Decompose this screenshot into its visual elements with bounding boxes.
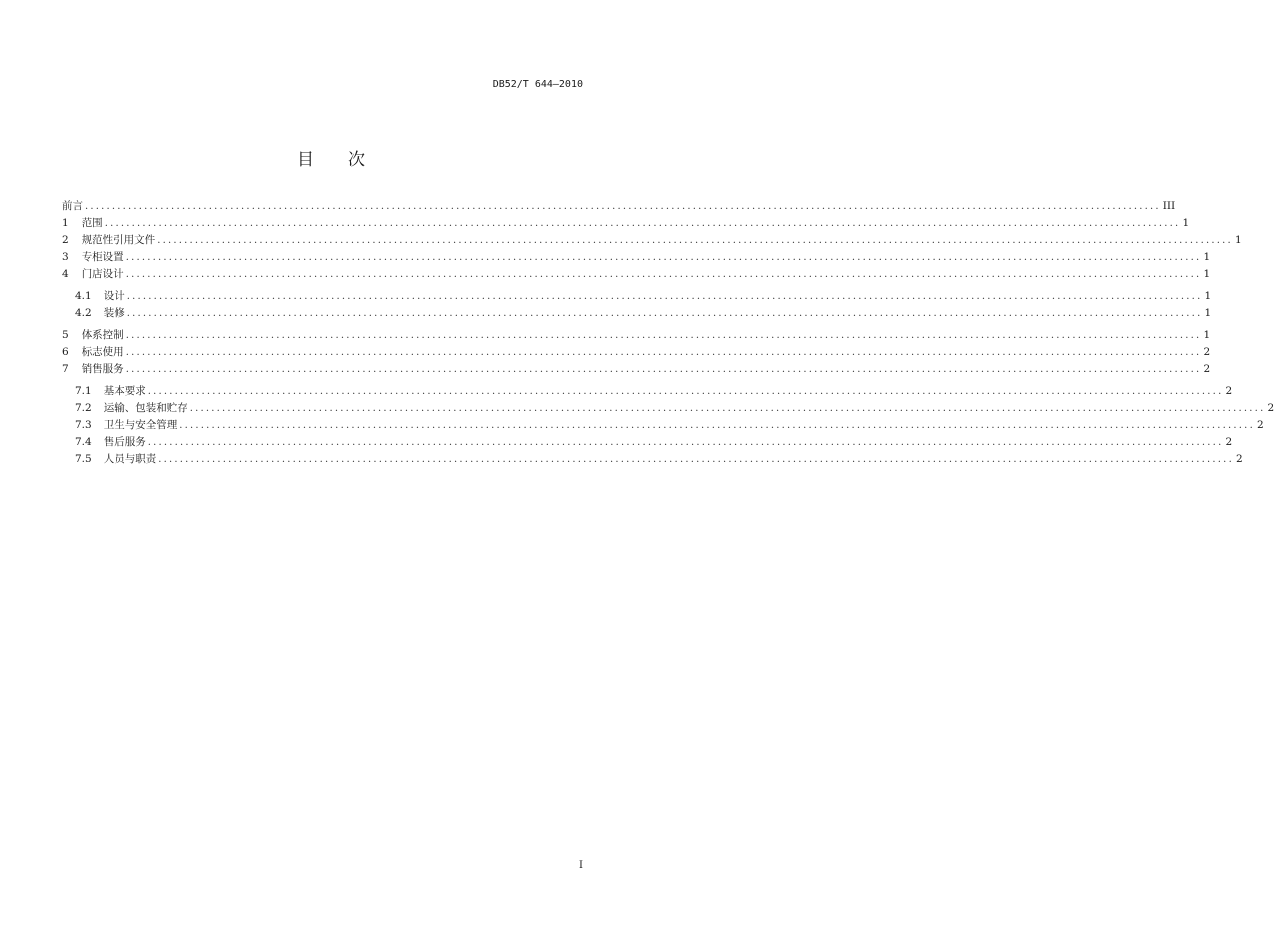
standard-code: DB52/T 644—2010 [492,79,583,90]
table-of-contents [62,198,1274,468]
toc-entry-number: 7.5 [75,453,92,465]
toc-title-part1: 目 [297,150,314,170]
toc-entry-label: 装修 [103,307,125,319]
toc-entry-page: 2 [1225,385,1233,397]
toc-dot-leader: ........................................................................................................................................................................................................ [126,291,1203,302]
toc-entry[interactable] [62,417,1264,434]
toc-entry-page: 2 [1235,453,1243,465]
toc-entry-page: 2 [1225,436,1233,448]
toc-entry[interactable] [62,383,1233,400]
toc-entry-number: 7.3 [75,419,92,431]
toc-entry-number: 4.2 [75,307,92,319]
toc-dot-leader: ........................................................................................................................................................................................................ [125,330,1202,341]
toc-entry-number: 7 [62,363,69,375]
page-number: I [579,860,583,871]
toc-entry[interactable] [62,198,1176,215]
toc-entry-number: 6 [62,346,69,358]
toc-entry-number: 7.4 [75,436,92,448]
toc-entry-page: 1 [1234,234,1242,246]
toc-entry-page: 1 [1203,268,1211,280]
toc-entry-label: 前言 [62,200,83,212]
toc-dot-leader: ........................................................................................................................................................................................................ [179,420,1255,431]
toc-entry-label: 售后服务 [103,436,146,448]
toc-dot-leader: ........................................................................................................................................................................................................ [85,201,1161,212]
toc-entry[interactable] [62,232,1242,249]
toc-entry[interactable] [62,434,1233,451]
toc-entry-number: 7.2 [75,402,92,414]
toc-title [0,145,662,170]
toc-entry-label: 卫生与安全管理 [103,419,178,431]
toc-dot-leader: ........................................................................................................................................................................................................ [147,386,1224,397]
toc-dot-leader: ........................................................................................................................................................................................................ [157,235,1233,246]
toc-entry-page: 1 [1204,290,1212,302]
toc-dot-leader: ........................................................................................................................................................................................................ [104,218,1181,229]
toc-entry[interactable] [62,215,1190,232]
toc-entry[interactable] [62,249,1211,266]
toc-entry-number: 5 [62,329,69,341]
toc-entry[interactable] [62,288,1212,305]
toc-entry-page: 1 [1203,329,1211,341]
toc-entry[interactable] [62,266,1211,283]
toc-entry[interactable] [62,451,1243,468]
toc-entry-label: 体系控制 [81,329,124,341]
toc-entry-page: 1 [1204,307,1212,319]
toc-entry-label: 人员与职责 [103,453,157,465]
toc-entry-label: 设计 [103,290,125,302]
toc-entry[interactable] [62,327,1211,344]
toc-entry-label: 标志使用 [81,346,124,358]
toc-dot-leader: ........................................................................................................................................................................................................ [158,454,1234,465]
toc-dot-leader: ........................................................................................................................................................................................................ [125,347,1202,358]
toc-entry-number: 2 [62,234,69,246]
toc-entry-number: 4.1 [75,290,92,302]
toc-entry-number: 1 [62,217,69,229]
toc-dot-leader: ........................................................................................................................................................................................................ [125,364,1202,375]
toc-entry[interactable] [62,361,1211,378]
toc-dot-leader: ........................................................................................................................................................................................................ [125,269,1202,280]
toc-entry-label: 销售服务 [81,363,124,375]
toc-entry-page: 1 [1182,217,1190,229]
toc-dot-leader: ........................................................................................................................................................................................................ [125,252,1202,263]
toc-entry-page: 1 [1203,251,1211,263]
toc-entry-number: 3 [62,251,69,263]
toc-entry-page: 2 [1267,402,1274,414]
toc-entry-label: 门店设计 [81,268,124,280]
toc-entry[interactable] [62,400,1274,417]
toc-entry-page: 2 [1203,363,1211,375]
toc-entry-number: 4 [62,268,69,280]
toc-title-part2: 次 [348,150,365,170]
toc-entry-label: 基本要求 [103,385,146,397]
toc-entry-page: III [1162,200,1176,212]
toc-entry-label: 运输、包装和贮存 [103,402,188,414]
toc-entry-page: 2 [1256,419,1264,431]
toc-dot-leader: ........................................................................................................................................................................................................ [189,403,1266,414]
toc-entry[interactable] [62,344,1211,361]
toc-entry-label: 范围 [81,217,103,229]
toc-entry-label: 专柜设置 [81,251,124,263]
toc-entry-number: 7.1 [75,385,92,397]
toc-entry[interactable] [62,305,1212,322]
toc-dot-leader: ........................................................................................................................................................................................................ [126,308,1203,319]
toc-dot-leader: ........................................................................................................................................................................................................ [147,437,1224,448]
toc-entry-label: 规范性引用文件 [81,234,156,246]
toc-entry-page: 2 [1203,346,1211,358]
